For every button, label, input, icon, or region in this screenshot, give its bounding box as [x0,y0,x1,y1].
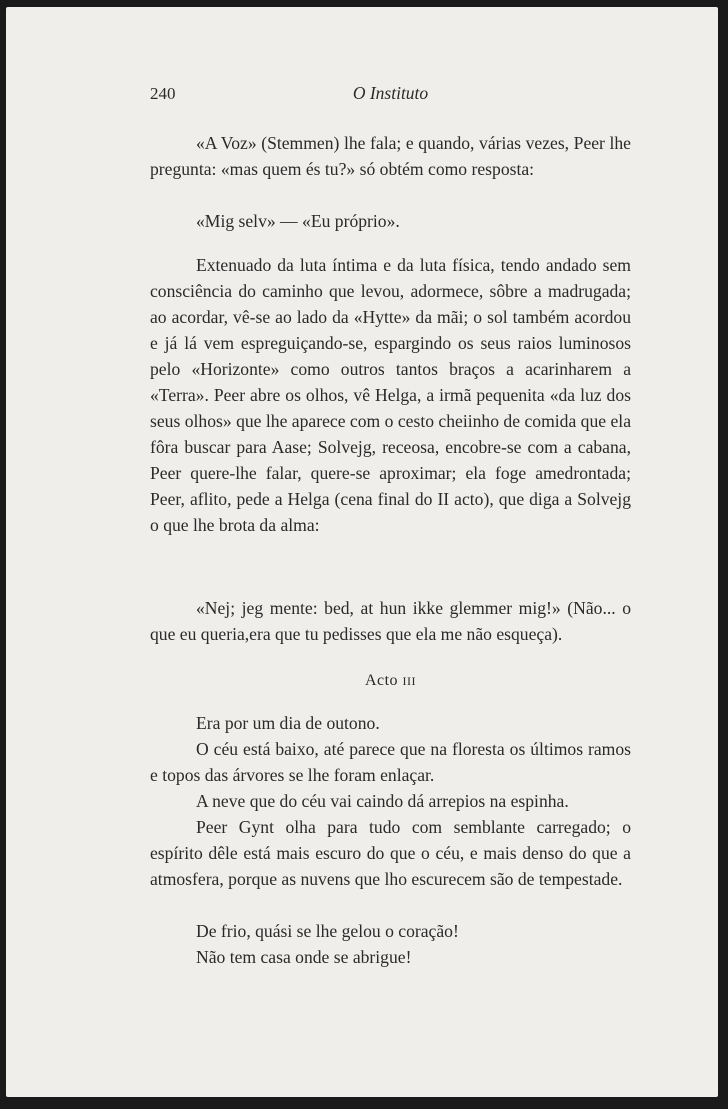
act-line: De frio, quási se lhe gelou o coração! [196,921,459,941]
act-heading [150,672,631,690]
act-line: Era por um dia de outono. [196,713,380,733]
act-heading-roman: III [402,674,417,688]
paragraph-mig-selv: «Mig selv» — «Eu próprio». [196,211,400,231]
paragraph-voice: «A Voz» (Stemmen) lhe fala; e quando, várias vezes, Peer lhe pregunta: «mas quem és tu?» só obtém como resposta: [150,133,631,179]
running-title: O Instituto [352,83,429,103]
page-number: 240 [150,84,176,103]
act-line: A neve que do céu vai caindo dá arrepios na espinha. [196,791,569,811]
book-page [6,7,718,1097]
paragraph-quote-nej: «Nej; jeg mente: bed, at hun ikke glemmer mig!» (Não... o que eu queria,era que tu pedisses que ela me não esqueça). [150,598,631,644]
act-line: Não tem casa onde se abrigue! [196,947,412,967]
act-line: Peer Gynt olha para tudo com semblante carregado; o espírito dêle está mais escuro do que o céu, e mais denso do que a atmosfera, porque as nuvens que lho escurecem são de tempestade. [150,817,631,889]
paragraph-exhausted: Extenuado da luta íntima e da luta física, tendo andado sem consciência do caminho que levou, adormece, sôbre a madrugada; ao acordar, vê-se ao lado da «Hytte» da mãi; o sol também acordou e já lá vem espreguiçando-se, espargindo os seus raios luminosos pelo «Horizonte» como outros tantos braços a acarinharem a «Terra». Peer abre os olhos, vê Helga, a irmã pequenita «da luz dos seus olhos» que lhe aparece com o cesto cheiinho de comida que ela fôra buscar para Aase; Solvejg, receosa, encobre-se com a cabana, Peer quere-lhe falar, quere-se aproximar; ela foge amedrontada; Peer, aflito, pede a Helga (cena final do II acto), que diga a Solvejg o que lhe brota da alma: [150,255,631,535]
page-header [150,80,631,108]
act-heading-word: Acto [364,672,399,689]
act-line: O céu está baixo, até parece que na floresta os últimos ramos e topos das árvores se lhe foram enlaçar. [150,739,631,785]
